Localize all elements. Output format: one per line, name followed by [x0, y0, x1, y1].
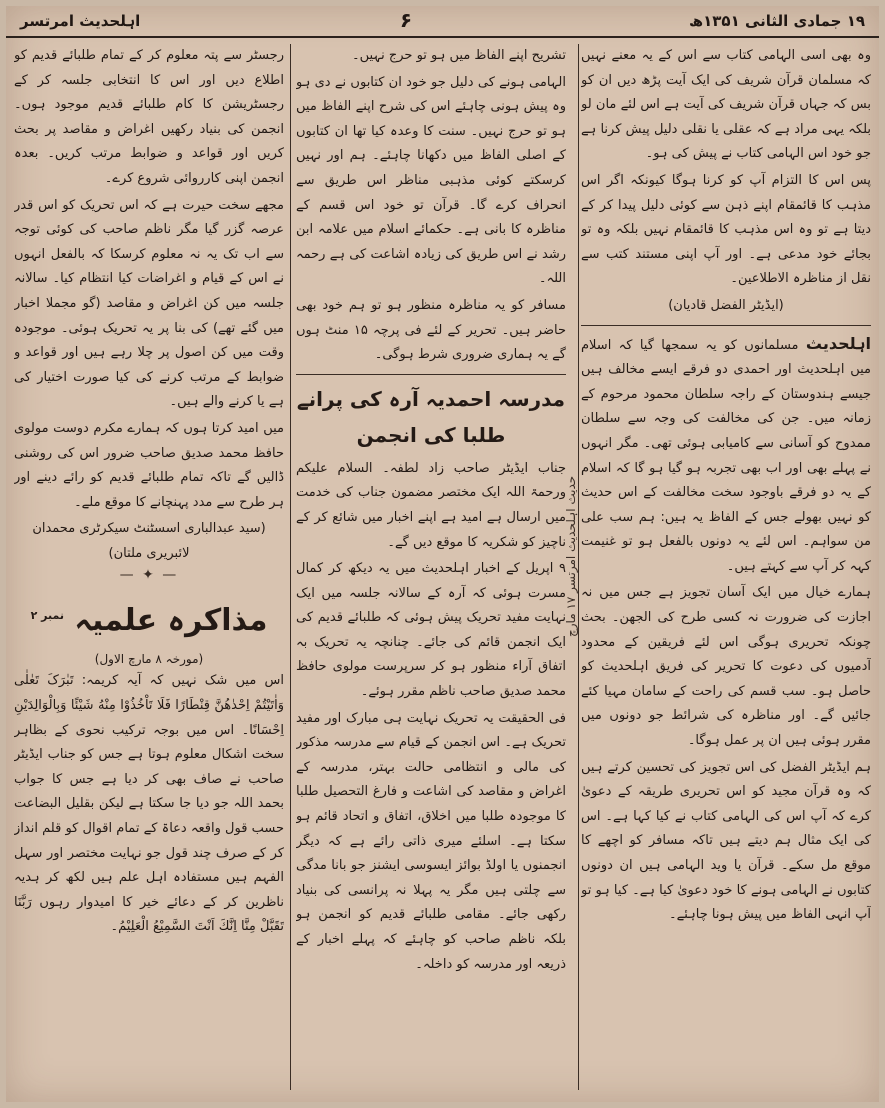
article-paragraph: اس میں شک نہیں کہ آیہ کریمہ: تَبٰرَکَ تَعٰلٰی وَاٰتَیْتُمْ اِحْدٰهُنَّ قِنْطَارًا فَلَا تَاْخُذُوْا مِنْهُ شَیْئًا وَبِالْوَالِدَیْنِ اِحْسَانًا۔ اس میں بوجہ ترکیب نحوی کے بظاہر سخت اشکال معلوم ہوتا ہے جس کو جناب ایڈیٹر صاحب نے صاف بھی کر دیا ہے جس کا جواب بحمد اللہ جو دیا جا سکتا ہے لیکن بقلیل البضاعت حسب قول واقعہ دعاۃ کے تمام اقوال کو قلم انداز کر کے صرف چند قول جو نہایت مختصر اور سہل الفہم ہیں مستفادہ اہل علم ہیں لکھ کر ہدیہ ناظرین کر کے دعائے خیر کا امیدوار رہوں رَبَّنَا تَقَبَّلْ مِنَّا اِنَّكَ اَنْتَ السَّمِیْعُ الْعَلِیْمُ۔	[14, 673, 284, 935]
article-subheading: (مورخہ ۸ مارچ الاول)	[94, 652, 204, 667]
article-paragraph: ۹ اپریل کے اخبار اہلحدیث میں یہ دیکھ کر کمال مسرت ہوئی کہ آرہ کے سالانہ جلسہ میں ایک نہایت مفید تحریک پیش ہوئی کہ طلبائے قدیم کی ایک انجمن قائم کی جائے۔ چنانچہ یہ تحریک بہ اتفاق آراء منظور ہو کر سرپرست مولوی حافظ محمد صدیق صاحب ناظم مقرر ہوئے۔	[296, 561, 566, 700]
article-heading: مدرسہ احمدیہ آرہ کی پرانے طلبا کی انجمن	[296, 386, 566, 447]
article-heading	[14, 590, 284, 647]
page-number: ۶	[399, 8, 413, 32]
middle-column	[296, 44, 566, 1090]
signature: (سید عبدالباری اسسٹنٹ سیکرٹری محمدان لائبریری ملتان)	[32, 521, 266, 561]
article-paragraph: پس اس کا التزام آپ کو کرنا ہوگا کیونکہ اگر اس مذہب کا قائمقام اپنے ذہن سے کوئی دلیل پیدا کر کے دیتا ہے تو وہ اس مذہب کا قائمقام نہیں بلکہ وہ تو بجائے خود مدعی ہے۔ اور آپ اپنی مستند کتب سے نقل از مناظرہ الاطلاعین۔	[581, 172, 871, 287]
divider	[581, 325, 871, 326]
handwritten-margin-note: حدیث اہلحدیث امرتسر ۱۷ مارچ	[564, 476, 578, 638]
heading-text: مذاکرہ علمیہ	[74, 603, 268, 639]
issue-date: ۱۹ جمادی الثانی ۱۳۵۱ھ	[689, 12, 865, 30]
article-paragraph: ہم ایڈیٹر الفضل کی اس تجویز کی تحسین کرتے ہیں کہ وہ قرآن مجید کو اس تحریری طریقہ کے دعویٰ کرے کہ آپ اس کی الہامی کتاب نے کیا کہا ہے۔ اس کی ایک مثال ہم دیتے ہیں تاکہ مسافر کو اچھے کا موقع مل سکے۔ قرآن یا وید الہامی ہیں ان دونوں کتابوں نے الہامی ہونے کا خود دعویٰ کیا ہے۔ کیا ہو تو آپ انہی الفاظ میں پیش ہونا چاہئے۔	[581, 759, 871, 923]
column-divider-left	[290, 44, 291, 1090]
heading-number: نمبر ۲	[30, 609, 64, 623]
article-paragraph: رجسٹر سے پتہ معلوم کر کے تمام طلبائے قدیم کو اطلاع دیں اور اس کا انتخابی جلسہ کر کے رجسٹریشن کا کام طلبائے قدیم موجود ہوں۔ انجمن کی بنیاد رکھیں اغراض و مقاصد پر بحث کریں اور قواعد و ضوابط مرتب کریں۔ بعدہ انجمن اپنی کارروائی شروع کرے۔	[14, 48, 284, 186]
left-column	[14, 44, 284, 1090]
newspaper-name: اہلحدیث امرتسر	[20, 12, 141, 30]
article-paragraph: وہ بھی اسی الہامی کتاب سے اس کے یہ معنے نہیں کہ مسلمان قرآن شریف کی ایک آیت پڑھ دیں ان کو بس کہ جہاں قرآن شریف کی آیت ہے اس لئے مان لو بلکہ یہی مراد ہے کہ عقلی یا نقلی دلیل پیش کرنا ہے جو خود اس الہامی کتاب نے پیش کی ہو۔	[581, 48, 871, 162]
article-paragraph	[581, 332, 871, 580]
article-paragraph: الہامی ہونے کی دلیل جو خود ان کتابوں نے دی ہو وہ پیش ہونی چاہئے اس کی شرح اپنے الفاظ میں ہو تو حرج نہیں۔ سنت کا وعدہ کیا تھا ان کتابوں کے اصلی الفاظ میں دکھانا چاہئے۔ ہم اور نہیں کرسکتے کوئی مذہبی مناظر اس طریق سے انحراف کرے گا۔ قرآن تو خود اس قسم کے مناظرہ کا بانی ہے۔ حکمائے اسلام میں علامہ ابن رشد نے اس طریق کی زیادہ اشاعت کی ہے رحمہ اللہ۔	[296, 74, 566, 287]
article-paragraph: میں امید کرتا ہوں کہ ہمارے مکرم دوست مولوی حافظ محمد صدیق صاحب ضرور اس کی روشنی ڈالیں گے تاکہ تمام طلبائے قدیم کو رائے دینے اور ہر طرح سے مدد پہنچانے کا موقع ملے۔	[14, 420, 284, 510]
newspaper-page	[6, 6, 879, 1102]
article-paragraph: مسافر کو یہ مناظرہ منظور ہو تو ہم خود بھی حاضر ہیں۔ تحریر کے لئے فی پرچہ ۱۵ منٹ ہوں گے یہ ہماری ضروری شرط ہوگی۔	[296, 297, 566, 363]
article-paragraph: ہمارے خیال میں ایک آسان تجویز ہے جس میں نہ اجازت کی ضرورت نہ کسی طرح کی الجھن۔ بحث چونکہ تحریری ہوگی اس لئے فریقین کے محدود آدمیوں کی دعوت کا تحریر کی فریق اہلحدیث کو حاصل ہو۔ سب قسم کی راحت کے سامان مہیا کئے جائیں گے۔ اور مناظرہ کی شرائط جو دونوں میں مقرر ہوئی ہیں ان پر عمل ہوگا۔	[581, 585, 871, 749]
article-paragraph: تشریح اپنے الفاظ میں ہو تو حرج نہیں۔	[352, 48, 566, 63]
article-paragraph: جناب ایڈیٹر صاحب زاد لطفہ۔ السلام علیکم ورحمۃ اللہ ایک مختصر مضمون جناب کی خدمت میں ارسال ہے امید ہے اپنے اخبار میں شائع کر کے ناچیز کو شکریہ کا موقع دیں گے۔	[296, 460, 566, 550]
ornament-divider: — ✦ —	[119, 567, 179, 584]
article-paragraph: مجھے سخت حیرت ہے کہ اس تحریک کو اس قدر عرصہ گزر گیا مگر ناظم صاحب کی کوئی توجہ سے اب تک یہ نہ معلوم کرسکا کہ بالفعل انہوں نے اس کے قیام و اغراضات کیا انتظام کیا۔ سالانہ جلسہ میں کن اغراض و مقاصد (گو مجملا اخبار میں گئے تھے) کی بنا پر یہ تحریک ہوئی۔ موجودہ وقت میں کن اصول پر چلا رہے ہیں اور قواعد و ضوابط کے مرتب کرنے کی کیا صورت اختیار کی ہے یا کرنے والے ہیں۔	[14, 197, 284, 410]
page-header	[6, 6, 879, 38]
signature: (ایڈیٹر الفضل قادیان)	[668, 297, 784, 313]
paragraph-text: مسلمانوں کو یہ سمجھا گیا کہ اسلام میں اہلحدیث اور احمدی دو فرقے ایسے مخالف ہیں جیسے ہندوستان کے راجہ سلطان محمود مرحوم کے زمانہ میں۔ جن کی مخالفت کی وجہ سے سلطان ممدوح کو آسانی سے کامیابی ہوئی تھی۔ مگر انہوں نے پہلے بھی اور اب بھی تجربہ ہو گیا ہو گا کہ اسلام کے یہ دو فرقے باوجود سخت مخالفت کے اس حدیث کو نہیں بھولے جس کے الفاظ یہ ہیں: ہم سب علی من سواہم۔ اس لئے یہ دونوں بالفعل ہو تو غنیمت کہہ کر آپ سے کہتے ہیں۔	[581, 337, 871, 574]
right-column	[581, 44, 871, 1090]
article-paragraph: فی الحقیقت یہ تحریک نہایت ہی مبارک اور مفید تحریک ہے۔ اس انجمن کے قیام سے مدرسہ مذکور کی مالی و انتظامی حالت بہتر، مدرسہ کے اغراض و مقاصد کی اشاعت و فارغ التحصیل طلبا کا موجودہ طلبا میں اخلاق، اتفاق و اتحاد قائم ہو سکتا ہے۔ اسلئے میری ذاتی رائے ہے کہ دیگر انجمنوں یا اولڈ بوائز ایسوسی ایشنز جو بانا مدگی سے چلتی ہیں مگر یہ پہلا نہ پرانسی کی بنیاد رکھی جائے۔ مقامی طلبائے قدیم کو انجمن ہو بلکہ ناظم صاحب کو چاہئے کہ پہلے اخبار کے ذریعہ اور مدرسہ کو داخلہ۔	[296, 710, 566, 972]
divider	[296, 374, 566, 375]
inline-title: اہلحدیث	[805, 333, 871, 353]
